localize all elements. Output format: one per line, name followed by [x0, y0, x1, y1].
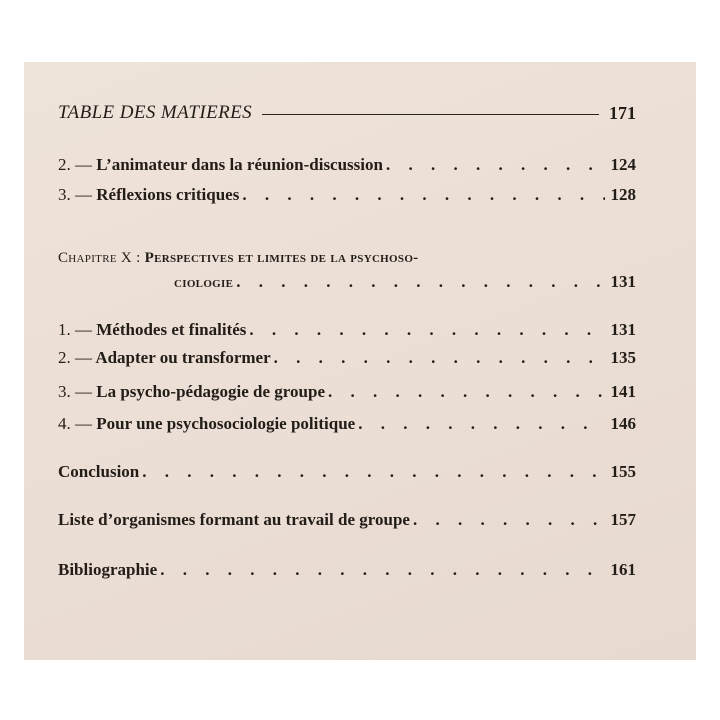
- leader-dots: [328, 382, 605, 402]
- leader-dots: [236, 272, 604, 292]
- toc-entry-label: 2. — Adapter ou transformer: [58, 348, 271, 367]
- toc-entry: [58, 348, 636, 372]
- page-number: 171: [609, 102, 636, 123]
- toc-entry: [58, 185, 636, 209]
- toc-entry-label: Conclusion: [58, 462, 140, 481]
- toc-entry-label: 3. — Réflexions critiques: [58, 185, 240, 204]
- running-title: TABLE DES MATIERES: [58, 102, 253, 123]
- header-rule: [262, 114, 599, 115]
- toc-entry: [58, 414, 636, 438]
- toc-entry: [58, 155, 636, 179]
- toc-entry-page: 128: [610, 185, 636, 204]
- toc-entry: [58, 560, 636, 584]
- chapter-page: 131: [610, 272, 636, 291]
- leader-dots: [160, 560, 604, 580]
- leader-dots: [274, 348, 605, 368]
- toc-entry-page: 146: [610, 414, 636, 433]
- leader-dots: [413, 510, 605, 530]
- book-page-photo: [24, 62, 696, 660]
- toc-entry-page: 141: [610, 382, 636, 401]
- toc-entry-page: 124: [610, 155, 636, 174]
- chapter-heading-continued: [58, 272, 636, 296]
- leader-dots: [358, 414, 604, 434]
- toc-entry-label: 2. — L’animateur dans la réunion-discussion: [58, 155, 383, 174]
- leader-dots: [142, 462, 604, 482]
- toc-entry-page: 135: [610, 348, 636, 367]
- chapter-heading: Chapitre X : Perspectives et limites de la psychoso-: [58, 250, 419, 266]
- toc-entry: [58, 510, 636, 534]
- toc-entry-page: 161: [610, 560, 636, 579]
- leader-dots: [386, 155, 605, 175]
- page-header: [58, 98, 636, 128]
- leader-dots: [242, 185, 604, 205]
- toc-entry-page: 157: [610, 510, 636, 529]
- toc-entry-page: 131: [610, 320, 636, 339]
- toc-entry: [58, 320, 636, 344]
- toc-entry-page: 155: [610, 462, 636, 481]
- toc-entry-label: Liste d’organismes formant au travail de groupe: [58, 510, 410, 529]
- toc-entry-label: 4. — Pour une psychosociologie politique: [58, 414, 356, 433]
- leader-dots: [249, 320, 604, 340]
- toc-entry-label: Bibliographie: [58, 560, 158, 579]
- toc-entry: [58, 462, 636, 486]
- toc-entry-label: 1. — Méthodes et finalités: [58, 320, 247, 339]
- chapter-title-line2: ciologie: [174, 275, 234, 291]
- toc-entry-label: 3. — La psycho-pédagogie de groupe: [58, 382, 325, 401]
- toc-entry: [58, 382, 636, 406]
